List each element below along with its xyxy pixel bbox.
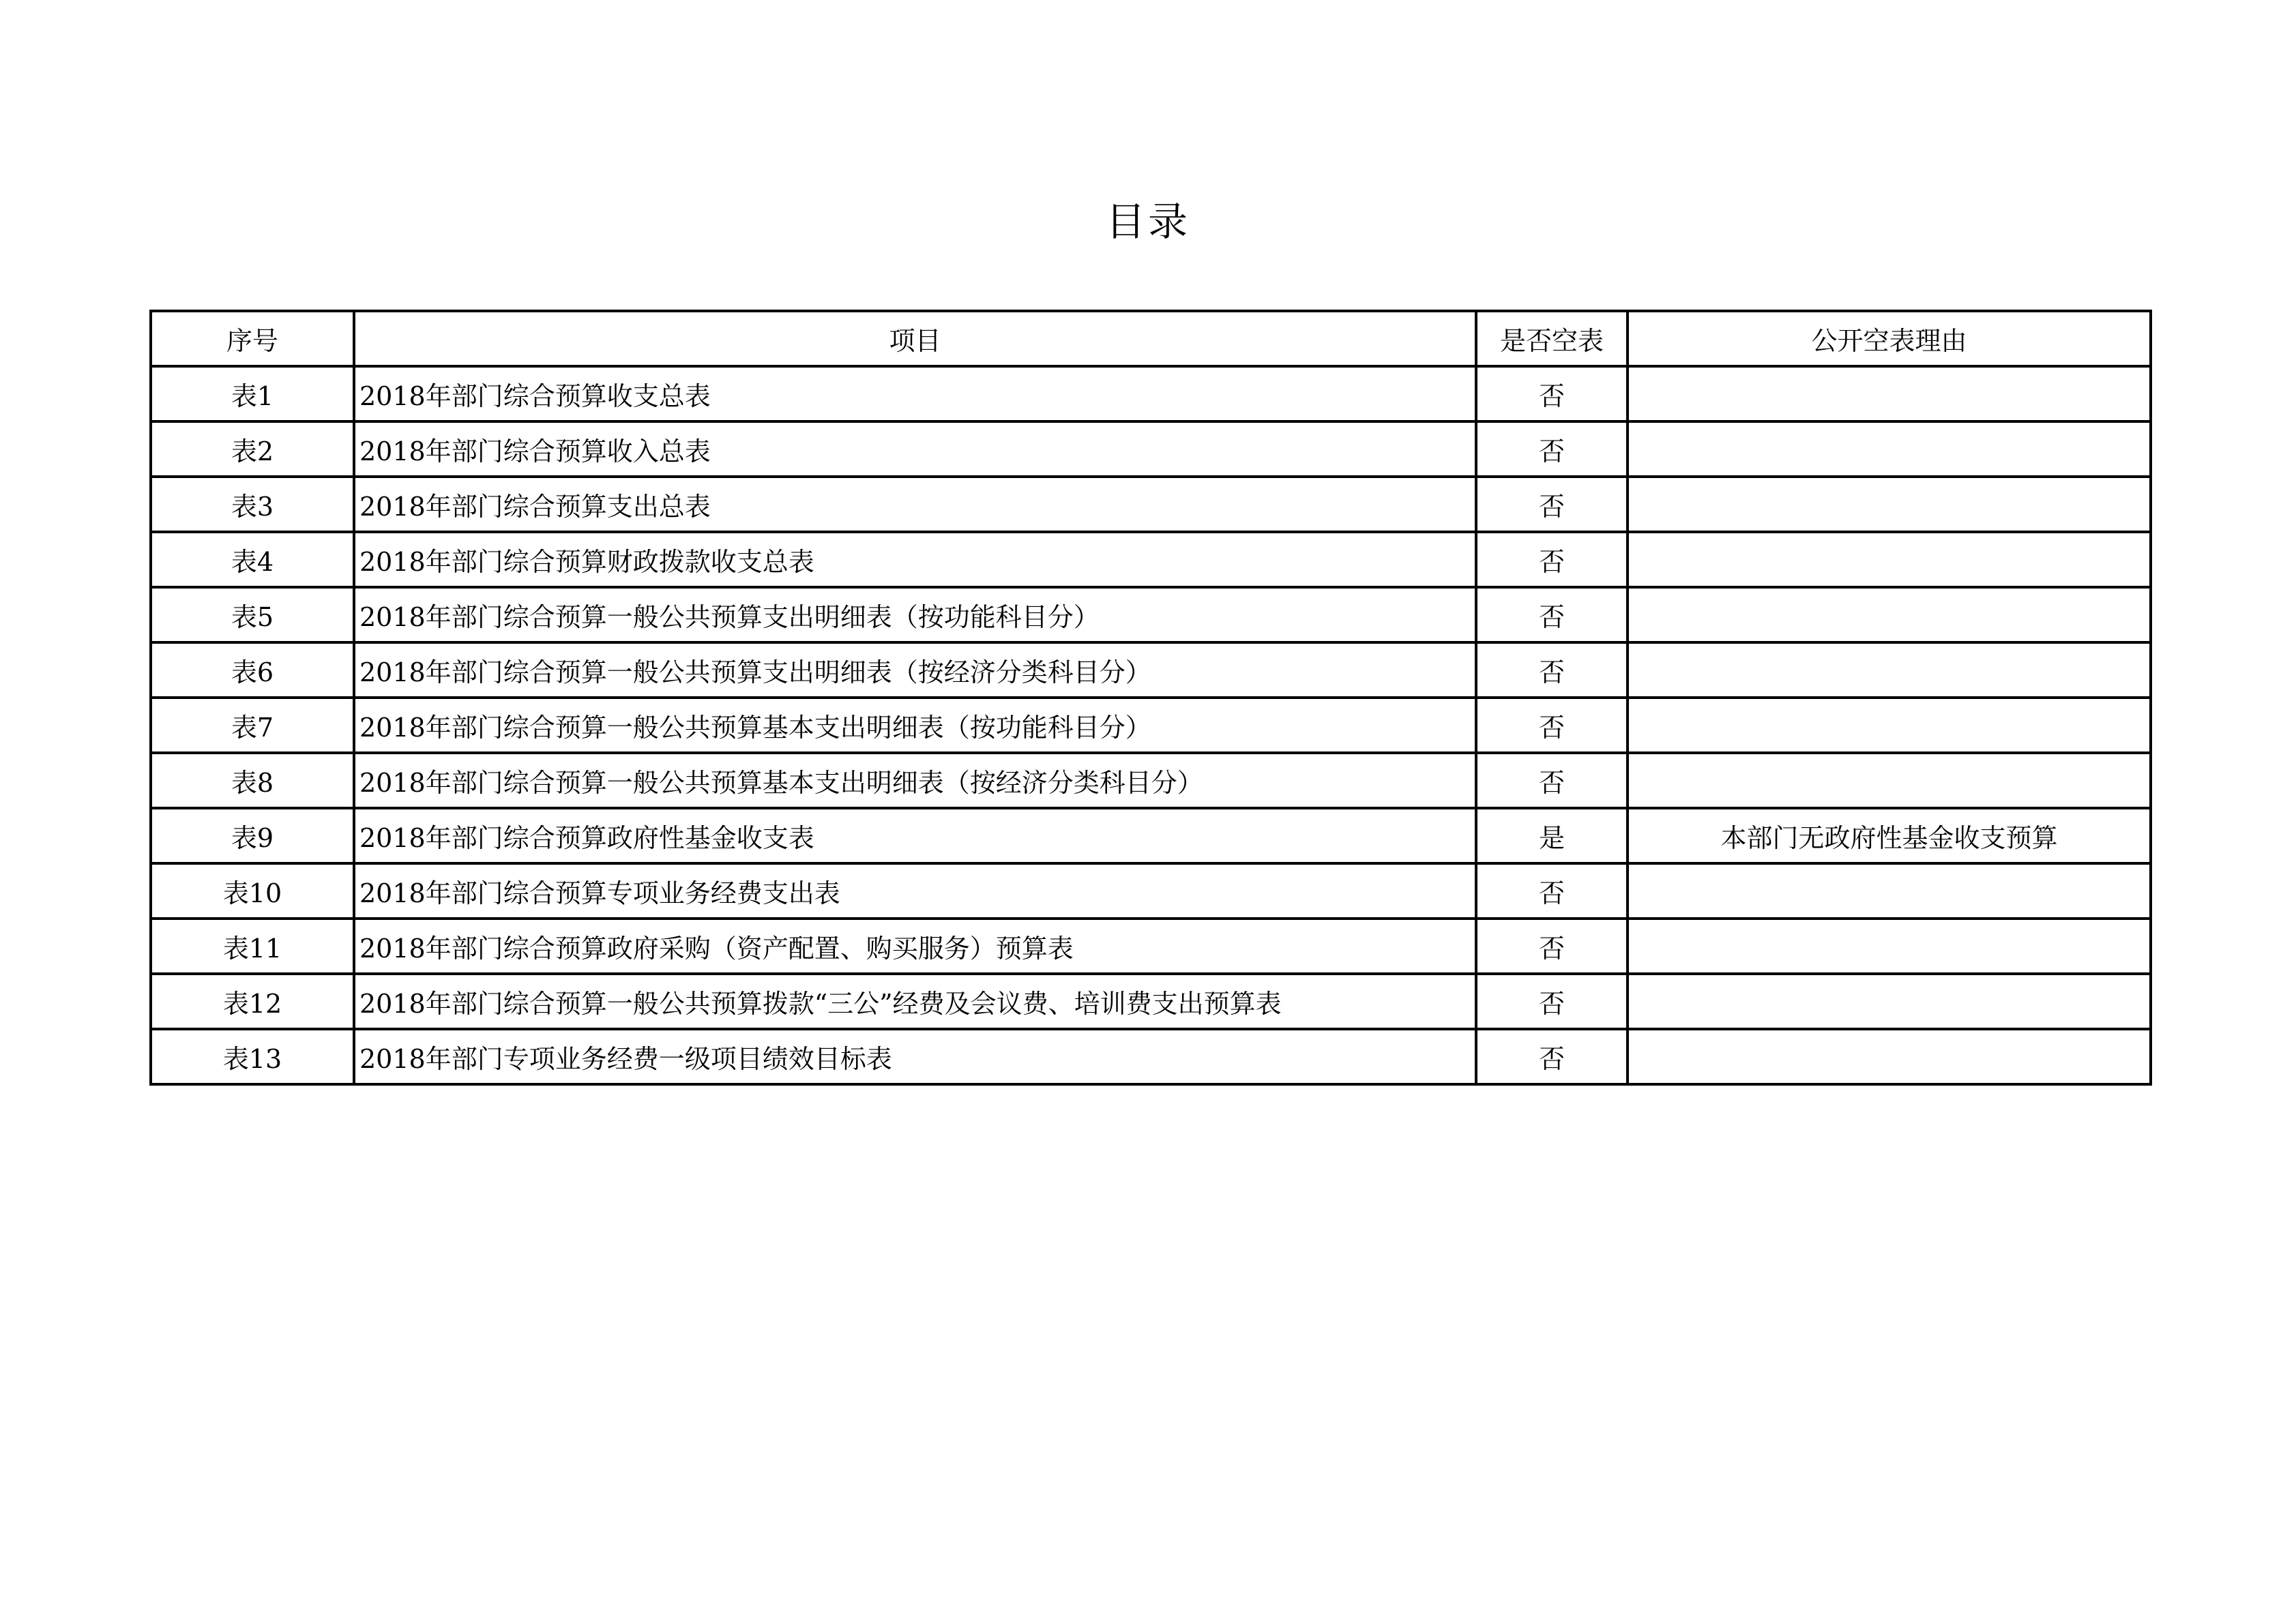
cell-no: 表8	[151, 753, 354, 808]
cell-is-empty: 否	[1476, 698, 1628, 753]
cell-item: 2018年部门综合预算财政拨款收支总表	[354, 532, 1476, 587]
cell-reason	[1628, 863, 2151, 919]
table-row	[151, 642, 2151, 698]
header-no: 序号	[151, 311, 354, 366]
cell-item: 2018年部门综合预算政府性基金收支表	[354, 808, 1476, 863]
cell-reason	[1628, 753, 2151, 808]
table-row	[151, 974, 2151, 1029]
table-row	[151, 587, 2151, 642]
cell-is-empty: 否	[1476, 753, 1628, 808]
cell-is-empty: 否	[1476, 532, 1628, 587]
cell-reason	[1628, 532, 2151, 587]
cell-reason	[1628, 974, 2151, 1029]
cell-no: 表3	[151, 477, 354, 532]
header-item: 项目	[354, 311, 1476, 366]
table-row	[151, 421, 2151, 477]
table-row	[151, 477, 2151, 532]
cell-item: 2018年部门综合预算一般公共预算拨款“三公”经费及会议费、培训费支出预算表	[354, 974, 1476, 1029]
cell-no: 表6	[151, 642, 354, 698]
table-row	[151, 366, 2151, 421]
cell-no: 表2	[151, 421, 354, 477]
header-is-empty: 是否空表	[1476, 311, 1628, 366]
cell-item: 2018年部门综合预算一般公共预算支出明细表（按功能科目分）	[354, 587, 1476, 642]
header-reason: 公开空表理由	[1628, 311, 2151, 366]
cell-item: 2018年部门综合预算一般公共预算基本支出明细表（按经济分类科目分）	[354, 753, 1476, 808]
cell-reason	[1628, 642, 2151, 698]
cell-is-empty: 是	[1476, 808, 1628, 863]
cell-reason	[1628, 698, 2151, 753]
cell-no: 表13	[151, 1029, 354, 1084]
cell-reason	[1628, 477, 2151, 532]
cell-item: 2018年部门综合预算收入总表	[354, 421, 1476, 477]
table-row	[151, 919, 2151, 974]
cell-no: 表7	[151, 698, 354, 753]
cell-reason: 本部门无政府性基金收支预算	[1628, 808, 2151, 863]
cell-no: 表9	[151, 808, 354, 863]
cell-item: 2018年部门综合预算专项业务经费支出表	[354, 863, 1476, 919]
table-header-row	[151, 311, 2151, 366]
cell-is-empty: 否	[1476, 421, 1628, 477]
page-title: 目录	[1105, 198, 1190, 245]
table-row	[151, 698, 2151, 753]
cell-item: 2018年部门综合预算一般公共预算支出明细表（按经济分类科目分）	[354, 642, 1476, 698]
cell-item: 2018年部门专项业务经费一级项目绩效目标表	[354, 1029, 1476, 1084]
cell-is-empty: 否	[1476, 1029, 1628, 1084]
cell-is-empty: 否	[1476, 477, 1628, 532]
cell-item: 2018年部门综合预算一般公共预算基本支出明细表（按功能科目分）	[354, 698, 1476, 753]
cell-no: 表4	[151, 532, 354, 587]
cell-is-empty: 否	[1476, 919, 1628, 974]
table-row	[151, 753, 2151, 808]
cell-reason	[1628, 919, 2151, 974]
cell-is-empty: 否	[1476, 587, 1628, 642]
toc-table	[149, 310, 2152, 1086]
table-row	[151, 1029, 2151, 1084]
cell-is-empty: 否	[1476, 642, 1628, 698]
table-row	[151, 532, 2151, 587]
cell-item: 2018年部门综合预算支出总表	[354, 477, 1476, 532]
cell-item: 2018年部门综合预算收支总表	[354, 366, 1476, 421]
cell-is-empty: 否	[1476, 366, 1628, 421]
cell-item: 2018年部门综合预算政府采购（资产配置、购买服务）预算表	[354, 919, 1476, 974]
cell-no: 表11	[151, 919, 354, 974]
cell-reason	[1628, 366, 2151, 421]
cell-no: 表12	[151, 974, 354, 1029]
cell-no: 表5	[151, 587, 354, 642]
table-row	[151, 863, 2151, 919]
table-body	[151, 366, 2151, 1084]
cell-reason	[1628, 587, 2151, 642]
table-row	[151, 808, 2151, 863]
cell-is-empty: 否	[1476, 863, 1628, 919]
cell-reason	[1628, 421, 2151, 477]
cell-no: 表10	[151, 863, 354, 919]
cell-no: 表1	[151, 366, 354, 421]
cell-is-empty: 否	[1476, 974, 1628, 1029]
cell-reason	[1628, 1029, 2151, 1084]
